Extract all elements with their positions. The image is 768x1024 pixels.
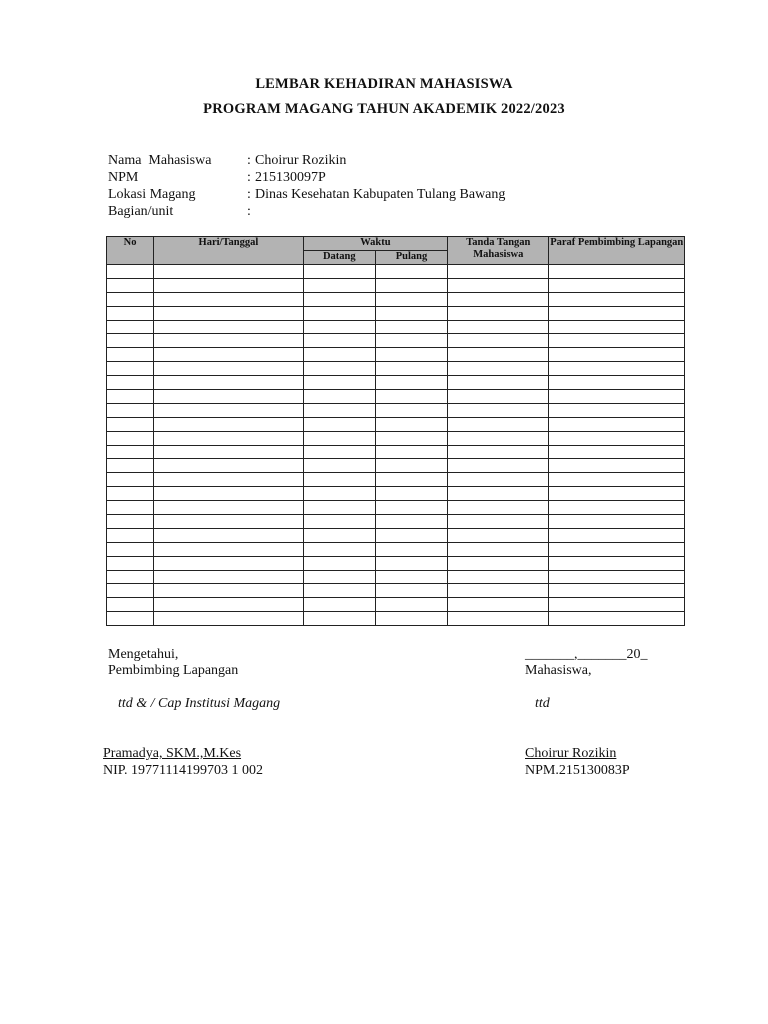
table-cell: [375, 320, 447, 334]
table-row: [107, 376, 685, 390]
table-row: [107, 278, 685, 292]
info-row-name: [108, 152, 505, 169]
table-cell: [107, 556, 154, 570]
student-role: Mahasiswa,: [525, 663, 592, 678]
table-cell: [154, 459, 304, 473]
table-cell: [154, 265, 304, 279]
table-cell: [154, 306, 304, 320]
table-cell: [154, 334, 304, 348]
info-value: 215130097P: [255, 170, 326, 185]
date-placeholder: _______,_______20_: [525, 647, 648, 662]
table-row: [107, 612, 685, 626]
table-cell: [448, 292, 549, 306]
table-cell: [448, 542, 549, 556]
info-label: NPM: [108, 170, 139, 185]
table-cell: [549, 487, 685, 501]
table-row: [107, 445, 685, 459]
table-cell: [448, 584, 549, 598]
student-info: [108, 152, 505, 220]
info-row-location: [108, 186, 505, 203]
student-signature-note: ttd: [535, 696, 550, 711]
table-cell: [448, 320, 549, 334]
table-cell: [154, 556, 304, 570]
table-cell: [549, 528, 685, 542]
table-cell: [107, 542, 154, 556]
table-cell: [375, 556, 447, 570]
table-cell: [107, 459, 154, 473]
student-npm: NPM.215130083P: [525, 763, 630, 778]
table-cell: [107, 348, 154, 362]
table-cell: [107, 501, 154, 515]
info-label: Nama Mahasiswa: [108, 153, 212, 168]
table-cell: [107, 417, 154, 431]
table-cell: [154, 348, 304, 362]
table-cell: [375, 376, 447, 390]
info-separator: :: [247, 153, 251, 168]
info-separator: :: [247, 187, 251, 202]
table-cell: [375, 445, 447, 459]
info-label: Bagian/unit: [108, 204, 174, 219]
table-cell: [448, 278, 549, 292]
table-cell: [448, 501, 549, 515]
table-cell: [549, 265, 685, 279]
table-cell: [107, 445, 154, 459]
table-cell: [154, 362, 304, 376]
table-cell: [375, 528, 447, 542]
table-cell: [375, 362, 447, 376]
table-cell: [448, 431, 549, 445]
student-name: Choirur Rozikin: [525, 746, 617, 761]
column-header-arrive: Datang: [303, 251, 375, 265]
table-cell: [448, 459, 549, 473]
table-cell: [549, 348, 685, 362]
table-row: [107, 292, 685, 306]
column-header-no: No: [107, 237, 154, 265]
table-cell: [303, 320, 375, 334]
table-cell: [303, 459, 375, 473]
table-cell: [549, 612, 685, 626]
table-cell: [549, 403, 685, 417]
column-header-time: Waktu: [303, 237, 447, 251]
table-cell: [303, 473, 375, 487]
table-cell: [549, 362, 685, 376]
table-cell: [303, 306, 375, 320]
table-cell: [375, 515, 447, 529]
table-cell: [303, 612, 375, 626]
table-row: [107, 542, 685, 556]
table-cell: [448, 570, 549, 584]
table-cell: [107, 320, 154, 334]
table-cell: [154, 584, 304, 598]
table-cell: [303, 515, 375, 529]
table-cell: [303, 292, 375, 306]
table-cell: [154, 570, 304, 584]
table-cell: [303, 417, 375, 431]
table-cell: [303, 278, 375, 292]
column-header-supervisor-initial: Paraf Pembimbing Lapangan: [549, 237, 685, 265]
document-title: LEMBAR KEHADIRAN MAHASISWA: [255, 76, 513, 92]
table-cell: [303, 528, 375, 542]
document-subtitle: PROGRAM MAGANG TAHUN AKADEMIK 2022/2023: [203, 101, 565, 117]
column-header-signature: Tanda Tangan Mahasiswa: [448, 237, 549, 265]
supervisor-name: Pramadya, SKM.,M.Kes: [103, 746, 242, 761]
table-cell: [549, 417, 685, 431]
table-cell: [549, 278, 685, 292]
table-cell: [303, 584, 375, 598]
table-cell: [107, 265, 154, 279]
table-cell: [448, 348, 549, 362]
table-cell: [107, 278, 154, 292]
table-cell: [303, 265, 375, 279]
table-row: [107, 403, 685, 417]
table-cell: [303, 362, 375, 376]
table-cell: [303, 556, 375, 570]
table-cell: [107, 612, 154, 626]
table-row: [107, 556, 685, 570]
table-row: [107, 584, 685, 598]
table-cell: [375, 390, 447, 404]
table-cell: [549, 431, 685, 445]
table-cell: [448, 403, 549, 417]
table-cell: [375, 278, 447, 292]
table-cell: [448, 528, 549, 542]
table-cell: [154, 320, 304, 334]
table-cell: [375, 265, 447, 279]
table-cell: [549, 515, 685, 529]
table-cell: [107, 403, 154, 417]
table-cell: [107, 570, 154, 584]
supervisor-signature-note: ttd & / Cap Institusi Magang: [118, 696, 281, 711]
info-separator: :: [247, 204, 251, 219]
table-cell: [154, 542, 304, 556]
supervisor-role: Pembimbing Lapangan: [108, 663, 239, 678]
table-cell: [303, 445, 375, 459]
table-cell: [375, 459, 447, 473]
table-cell: [448, 376, 549, 390]
table-cell: [154, 487, 304, 501]
table-cell: [448, 515, 549, 529]
table-cell: [549, 320, 685, 334]
table-cell: [107, 362, 154, 376]
table-cell: [375, 570, 447, 584]
table-cell: [154, 403, 304, 417]
table-cell: [303, 348, 375, 362]
table-cell: [303, 570, 375, 584]
table-cell: [154, 598, 304, 612]
table-cell: [549, 473, 685, 487]
table-row: [107, 348, 685, 362]
table-row: [107, 417, 685, 431]
table-cell: [448, 390, 549, 404]
info-value: Dinas Kesehatan Kabupaten Tulang Bawang: [255, 187, 506, 202]
table-cell: [303, 376, 375, 390]
table-row: [107, 473, 685, 487]
table-row: [107, 334, 685, 348]
table-row: [107, 431, 685, 445]
table-cell: [107, 528, 154, 542]
table-cell: [375, 598, 447, 612]
table-cell: [448, 417, 549, 431]
table-row: [107, 598, 685, 612]
table-cell: [154, 612, 304, 626]
table-cell: [549, 556, 685, 570]
table-cell: [107, 584, 154, 598]
table-cell: [154, 431, 304, 445]
table-cell: [303, 431, 375, 445]
column-header-leave: Pulang: [375, 251, 447, 265]
table-cell: [549, 570, 685, 584]
attendance-table: [106, 236, 685, 626]
table-cell: [448, 265, 549, 279]
table-cell: [448, 473, 549, 487]
table-cell: [375, 612, 447, 626]
table-row: [107, 487, 685, 501]
table-cell: [448, 445, 549, 459]
table-cell: [448, 612, 549, 626]
table-cell: [375, 431, 447, 445]
table-cell: [448, 598, 549, 612]
table-row: [107, 320, 685, 334]
table-cell: [154, 528, 304, 542]
table-cell: [549, 376, 685, 390]
table-cell: [154, 376, 304, 390]
table-cell: [303, 334, 375, 348]
table-cell: [107, 292, 154, 306]
table-cell: [549, 542, 685, 556]
table-cell: [154, 417, 304, 431]
table-cell: [375, 348, 447, 362]
acknowledged-label: Mengetahui,: [108, 647, 179, 662]
table-cell: [107, 431, 154, 445]
table-row: [107, 501, 685, 515]
table-cell: [375, 487, 447, 501]
table-cell: [375, 542, 447, 556]
table-cell: [549, 334, 685, 348]
table-row: [107, 459, 685, 473]
info-row-unit: [108, 203, 505, 220]
table-cell: [375, 306, 447, 320]
table-cell: [303, 542, 375, 556]
column-header-date: Hari/Tanggal: [154, 237, 304, 265]
table-cell: [448, 487, 549, 501]
table-cell: [375, 334, 447, 348]
info-value: Choirur Rozikin: [255, 153, 347, 168]
table-cell: [107, 473, 154, 487]
table-row: [107, 390, 685, 404]
table-cell: [375, 403, 447, 417]
table-cell: [303, 598, 375, 612]
table-cell: [154, 473, 304, 487]
table-cell: [375, 501, 447, 515]
table-row: [107, 515, 685, 529]
table-cell: [154, 390, 304, 404]
table-cell: [549, 292, 685, 306]
table-cell: [448, 556, 549, 570]
info-row-npm: [108, 169, 505, 186]
table-cell: [303, 403, 375, 417]
table-cell: [303, 501, 375, 515]
table-cell: [303, 487, 375, 501]
table-row: [107, 570, 685, 584]
table-cell: [107, 598, 154, 612]
table-cell: [549, 459, 685, 473]
table-cell: [549, 584, 685, 598]
table-row: [107, 265, 685, 279]
table-cell: [549, 445, 685, 459]
table-cell: [448, 306, 549, 320]
table-cell: [154, 278, 304, 292]
table-cell: [154, 292, 304, 306]
table-cell: [107, 390, 154, 404]
table-row: [107, 362, 685, 376]
table-cell: [448, 362, 549, 376]
table-cell: [303, 390, 375, 404]
info-separator: :: [247, 170, 251, 185]
table-cell: [154, 515, 304, 529]
table-cell: [549, 390, 685, 404]
table-cell: [107, 515, 154, 529]
table-cell: [107, 487, 154, 501]
attendance-rows: [107, 265, 685, 626]
table-cell: [549, 501, 685, 515]
table-cell: [107, 306, 154, 320]
table-cell: [154, 501, 304, 515]
table-cell: [375, 417, 447, 431]
table-cell: [154, 445, 304, 459]
table-cell: [375, 473, 447, 487]
table-cell: [448, 334, 549, 348]
table-row: [107, 528, 685, 542]
table-cell: [375, 292, 447, 306]
table-cell: [375, 584, 447, 598]
supervisor-nip: NIP. 19771114199703 1 002: [103, 763, 263, 778]
table-cell: [549, 598, 685, 612]
table-row: [107, 306, 685, 320]
table-cell: [549, 306, 685, 320]
table-cell: [107, 376, 154, 390]
info-label: Lokasi Magang: [108, 187, 196, 202]
table-cell: [107, 334, 154, 348]
